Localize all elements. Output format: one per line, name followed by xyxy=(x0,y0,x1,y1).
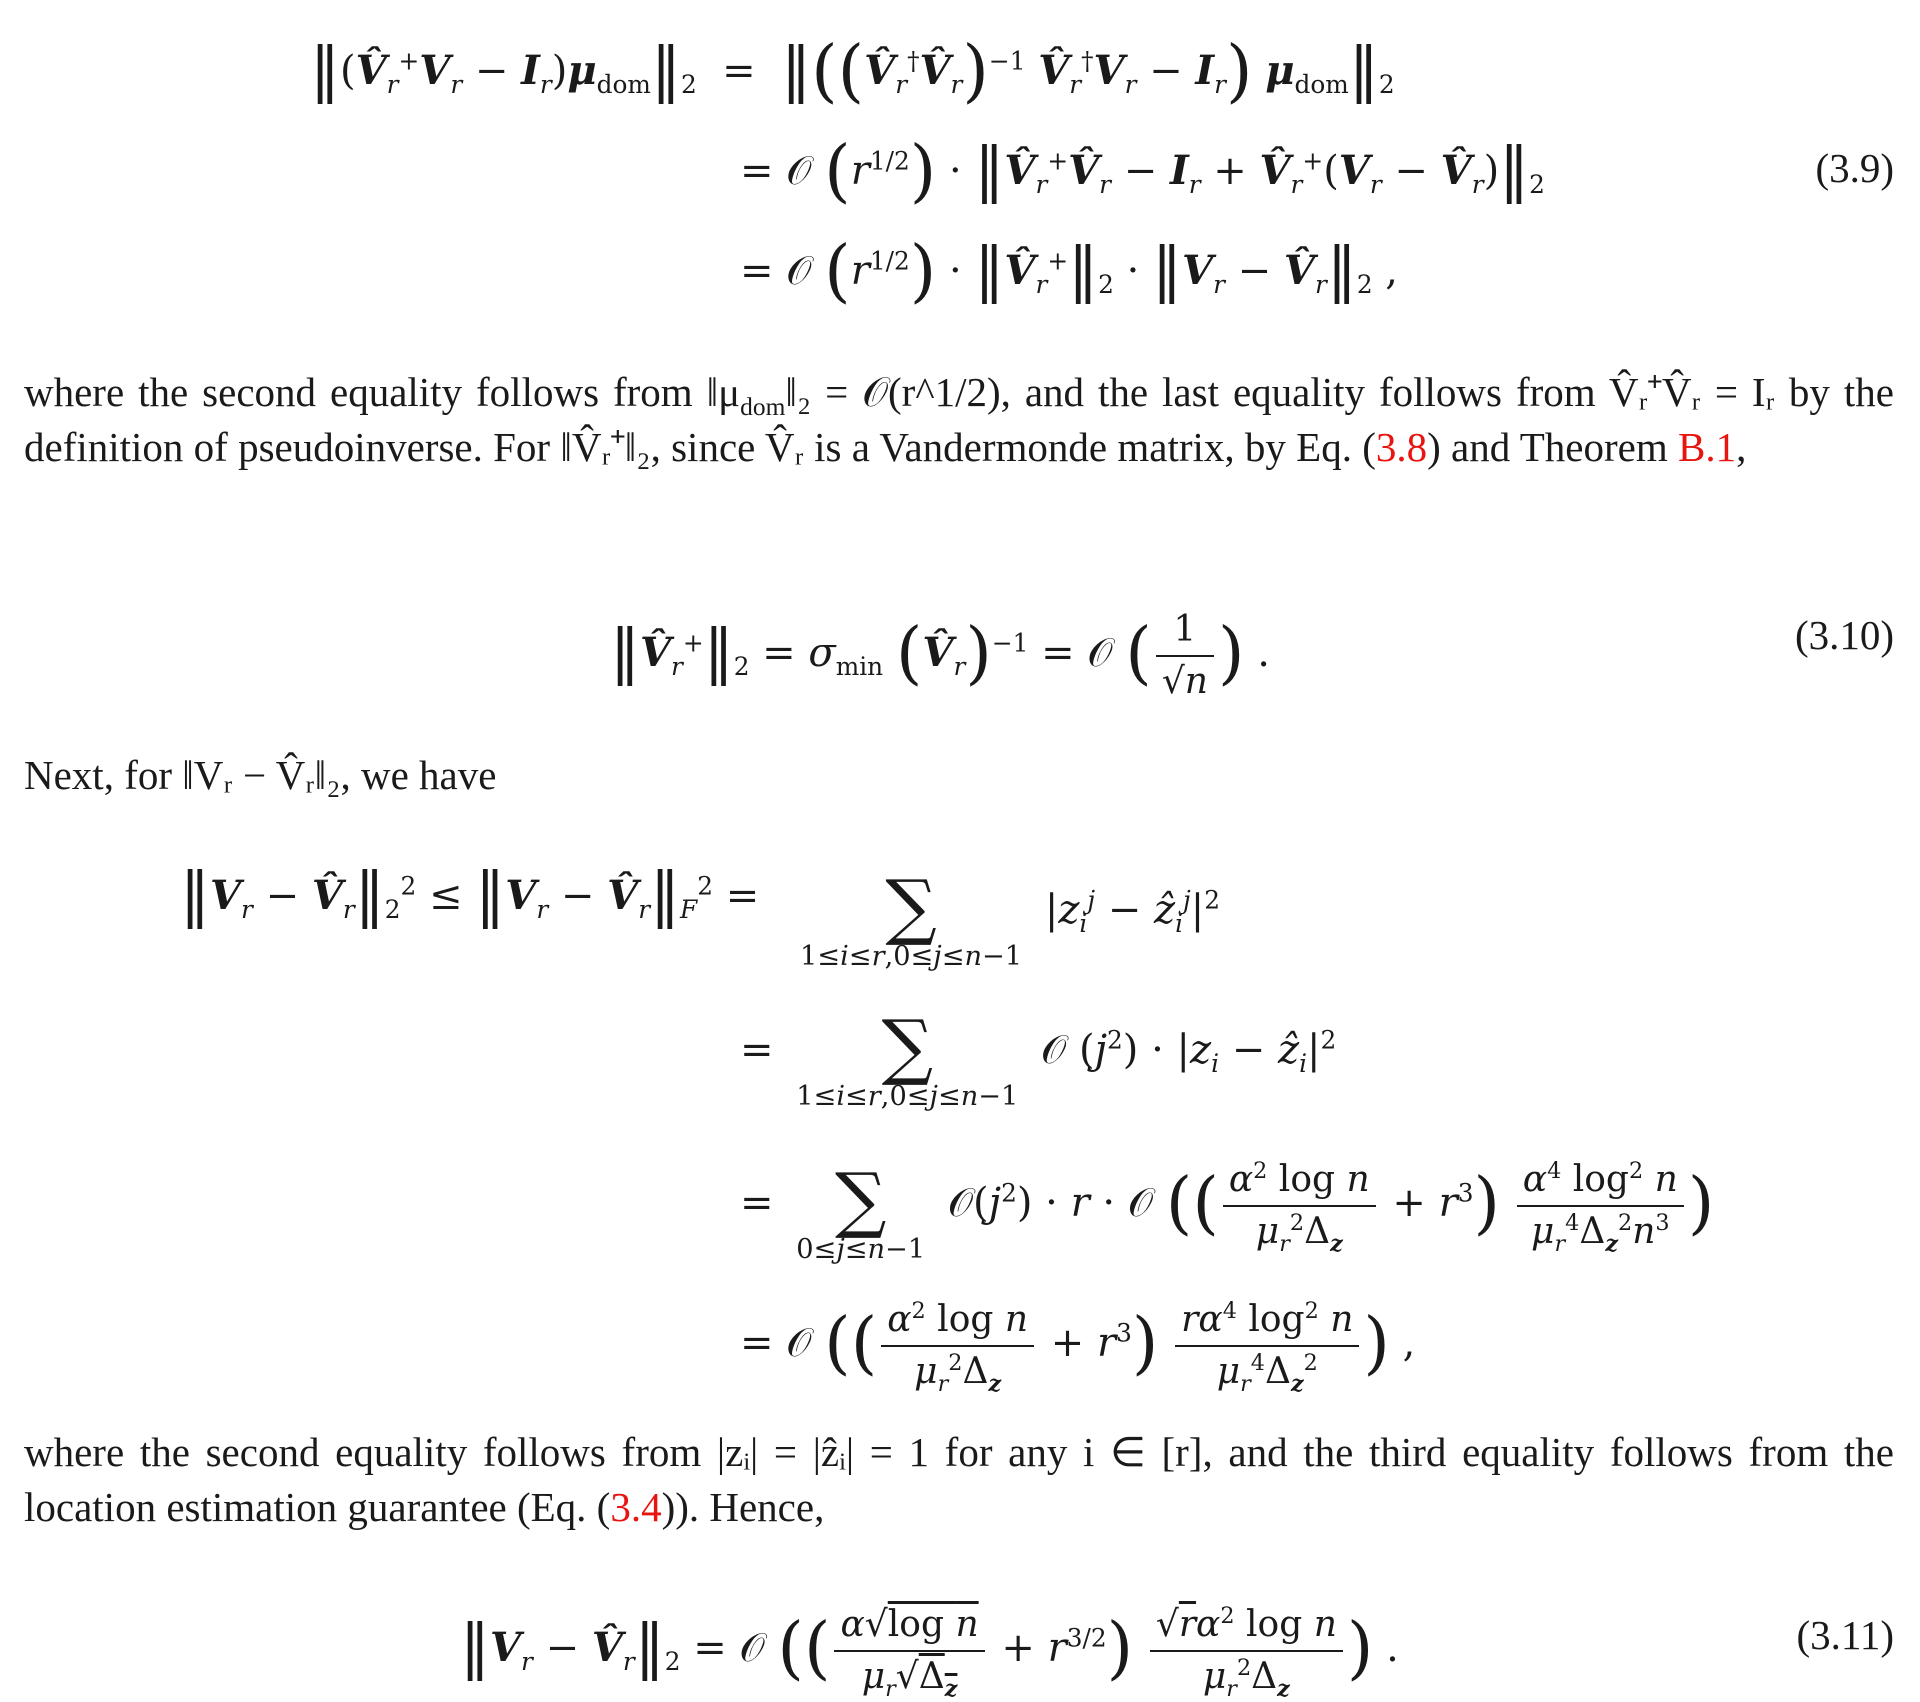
equation-number-3-11: (3.11) xyxy=(1796,1612,1894,1658)
p2-text: Next, for ‖Vᵣ − V̂ᵣ‖₂, we have xyxy=(24,752,497,798)
ref-eq-3-8[interactable]: 3.8 xyxy=(1375,424,1428,470)
sum-line-1-rhs: ∑ 1≤i≤r,0≤j≤n−1 $|z_i^j$ − $ẑ_i^j|^2$ xyxy=(800,864,1220,972)
eq-3-10-body: $‖V̂_r^+‖_2 = \sigma_{min}$ $(V̂_r)^{-1}$ = 𝒪 ( $\frac{1}{√n}$ ) . xyxy=(610,605,1270,707)
paragraph-3 xyxy=(24,1425,1894,1535)
p3-text-a: where the second equality follows from |zᵢ| = |ẑᵢ| = 1 for any i ∈ [r], and the third equality follows from the location estimation guarantee (Eq. ( xyxy=(24,1429,1894,1530)
equation-number-3-9: (3.9) xyxy=(1815,145,1894,191)
p1-text-b: ‖₂ = 𝒪(r^1/2), and the last equality follows from V̂ᵣ⁺V̂ᵣ = Iᵣ by the definition of pseudoinverse. For ‖V̂ᵣ⁺‖₂, since V̂ᵣ is a Vandermonde matrix, by Eq. ( xyxy=(24,369,1894,470)
ref-theorem-b-1[interactable]: B.1 xyxy=(1677,424,1737,470)
sum-line-3: = ∑ 0≤j≤n−1 $𝒪(j^2) \cdot r$ · 𝒪 (( $\frac{\alpha^2 \log n}{\mu_r^2\Delta_z}$ + $r^3$) $\frac{\alpha^4 \log^2 n}{\mu_r^4\Delta_z^2n^3}$ ) xyxy=(740,1157,1715,1265)
equation-number-3-10: (3.10) xyxy=(1794,612,1894,658)
paragraph-1: where the second equality follows from $‖\mu_{dom}‖_2$ = 𝒪(r^1/2), and the last equality follows from V̂ᵣ⁺V̂ᵣ = Iᵣ by the definition of pseudoinverse. For ‖V̂ᵣ⁺‖₂, since V̂ᵣ is a Vandermonde matrix, by Eq. (3.8) and Theorem B.1, xyxy=(24,369,1894,470)
p1-text-a: where the second equality follows from ‖μ xyxy=(24,369,741,415)
ref-eq-3-4[interactable]: 3.4 xyxy=(610,1484,662,1530)
eq-3-9-line-1: $‖(V̂_r^+V_r$ − $I_r)\mu_{dom}‖_2$ = $‖((V̂_r^\dagger V̂_r)^{-1}$ $V̂_r^\dagger V_r - I_r$) $\mu_{dom}‖_2$ xyxy=(310,32,1395,112)
eq-3-11-body: $‖V_r$ − $V̂_r‖_2$ = 𝒪 (( $\frac{\text{α√log n}}{\mu_r√\Delta_z}$ + $r^{3/2}$) $\frac{√r\alpha^2 \log n}{\mu_r^2\Delta_z}$ ) . xyxy=(460,1600,1399,1702)
paragraph-2 xyxy=(24,748,1894,803)
p3-text-b: )). Hence, xyxy=(661,1484,825,1530)
sum-line-2: = ∑ 1≤i≤r,0≤j≤n−1 𝒪 $(j^2) \cdot |z_i$ − $ẑ_i|^2$ xyxy=(740,1004,1337,1112)
eq-3-9-line-2: = 𝒪 $(r^{1/2})$ · $‖V̂_r^+V̂_r - I_r$ + $V̂_r^+(V_r$ − $V̂_r)‖_2$ xyxy=(740,132,1545,212)
p1-text-d: , xyxy=(1736,424,1747,470)
sum-line-4: = 𝒪 (( $\frac{\alpha^2 \log n}{\mu_r^2\Delta_z}$ + $r^3$) $\frac{r\alpha^4 \log^2 n}{\mu_r^4\Delta_z^2}$ ) , xyxy=(740,1295,1415,1397)
eq-3-9-line-3: = 𝒪 $(r^{1/2})$ · $‖V̂_r^+‖_2$ · $‖V_r$ − $V̂_r‖_2$ , xyxy=(740,232,1399,312)
p1-text-c: ) and Theorem xyxy=(1427,424,1678,470)
sum-line-1: $‖V_r$ − $V̂_r‖_2^2$ ≤ $‖V_r$ − $V̂_r‖_F^2$ = xyxy=(180,860,760,930)
